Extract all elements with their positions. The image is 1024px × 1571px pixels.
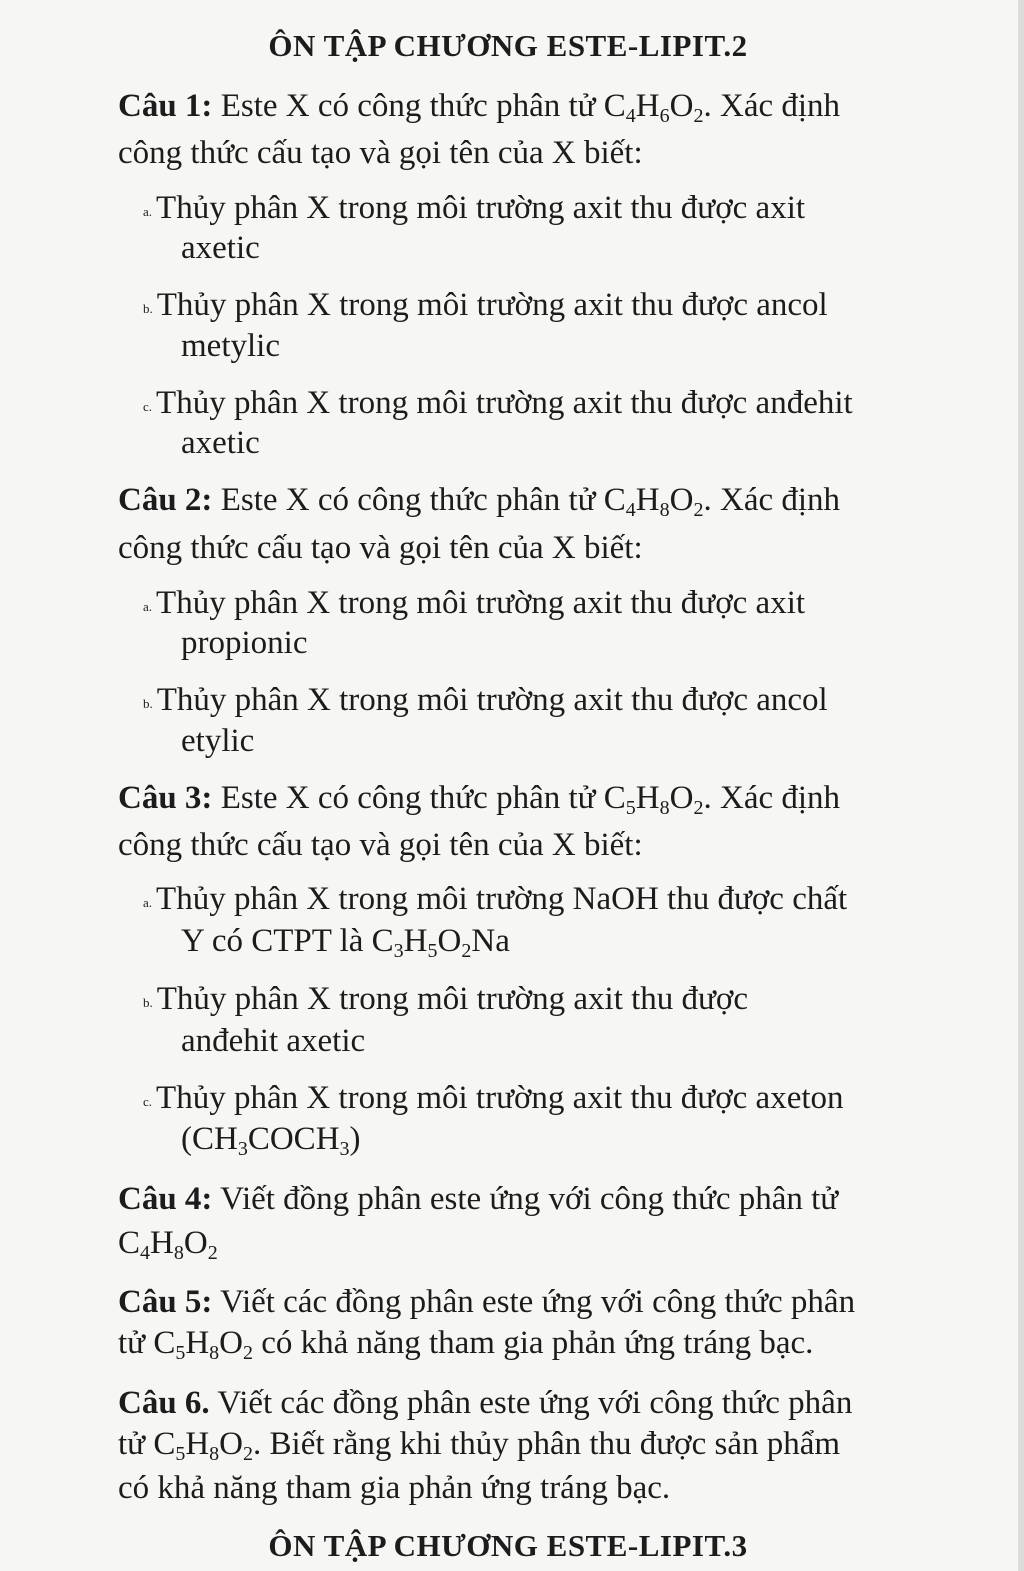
question-6-line-2: tử $C_5H_8O_2$. Biết rằng khi thủy phân thu được sản phẩm — [118, 1426, 841, 1465]
question-3-item-a-cont: Y có CTPT là $C_3H_5O_2Na$ — [181, 923, 510, 962]
question-1-item-a: a. Thủy phân X trong môi trường axit thu được axit — [143, 190, 806, 226]
question-1-line-2: công thức cấu tạo và gọi tên của X biết: — [118, 135, 643, 171]
question-1-item-c: c. Thủy phân X trong môi trường axit thu được anđehit — [143, 385, 853, 421]
question-2-item-a-cont: propionic — [181, 625, 308, 661]
question-2-item-b-cont: etylic — [181, 723, 255, 759]
question-5-line-2: tử $C_5H_8O_2$ có khả năng tham gia phản ứng tráng bạc. — [118, 1325, 814, 1364]
next-section-title: ÔN TẬP CHƯƠNG ESTE-LIPIT.3 — [268, 1528, 748, 1563]
page-edge — [1018, 0, 1024, 1571]
question-3-item-c: c. Thủy phân X trong môi trường axit thu được axeton — [143, 1080, 844, 1116]
question-2-item-b: b. Thủy phân X trong môi trường axit thu được ancol — [143, 682, 828, 718]
question-4-line-1: Câu 4: Viết đồng phân este ứng với công thức phân tử — [118, 1181, 839, 1217]
question-1-item-c-cont: axetic — [181, 425, 260, 461]
question-1-line-1: Câu 1: Este X có công thức phân tử $C_4H_6O_2$. Xác định — [118, 88, 841, 127]
question-3-line-1: Câu 3: Este X có công thức phân tử $C_5H_8O_2$. Xác định — [118, 780, 841, 819]
question-2-line-2: công thức cấu tạo và gọi tên của X biết: — [118, 530, 643, 566]
question-3-item-c-cont: $(CH_3COCH_3)$ — [181, 1121, 361, 1160]
question-5-line-1: Câu 5: Viết các đồng phân este ứng với công thức phân — [118, 1284, 856, 1320]
question-6-line-1: Câu 6. Viết các đồng phân este ứng với công thức phân — [118, 1385, 853, 1421]
question-1-item-a-cont: axetic — [181, 230, 260, 266]
question-1-item-b-cont: metylic — [181, 328, 280, 364]
question-2-item-a: a. Thủy phân X trong môi trường axit thu được axit — [143, 585, 806, 621]
question-3-item-b: b. Thủy phân X trong môi trường axit thu được — [143, 981, 749, 1017]
page-title: ÔN TẬP CHƯƠNG ESTE-LIPIT.2 — [268, 28, 748, 63]
question-3-item-a: a. Thủy phân X trong môi trường NaOH thu được chất — [143, 881, 848, 917]
question-2-line-1: Câu 2: Este X có công thức phân tử $C_4H_8O_2$. Xác định — [118, 482, 841, 521]
question-1-item-b: b. Thủy phân X trong môi trường axit thu được ancol — [143, 287, 828, 323]
question-3-item-b-cont: anđehit axetic — [181, 1023, 366, 1059]
question-3-line-2: công thức cấu tạo và gọi tên của X biết: — [118, 827, 643, 863]
question-6-line-3: có khả năng tham gia phản ứng tráng bạc. — [118, 1470, 671, 1506]
question-4-line-2: $C_4H_8O_2$ — [118, 1225, 218, 1264]
